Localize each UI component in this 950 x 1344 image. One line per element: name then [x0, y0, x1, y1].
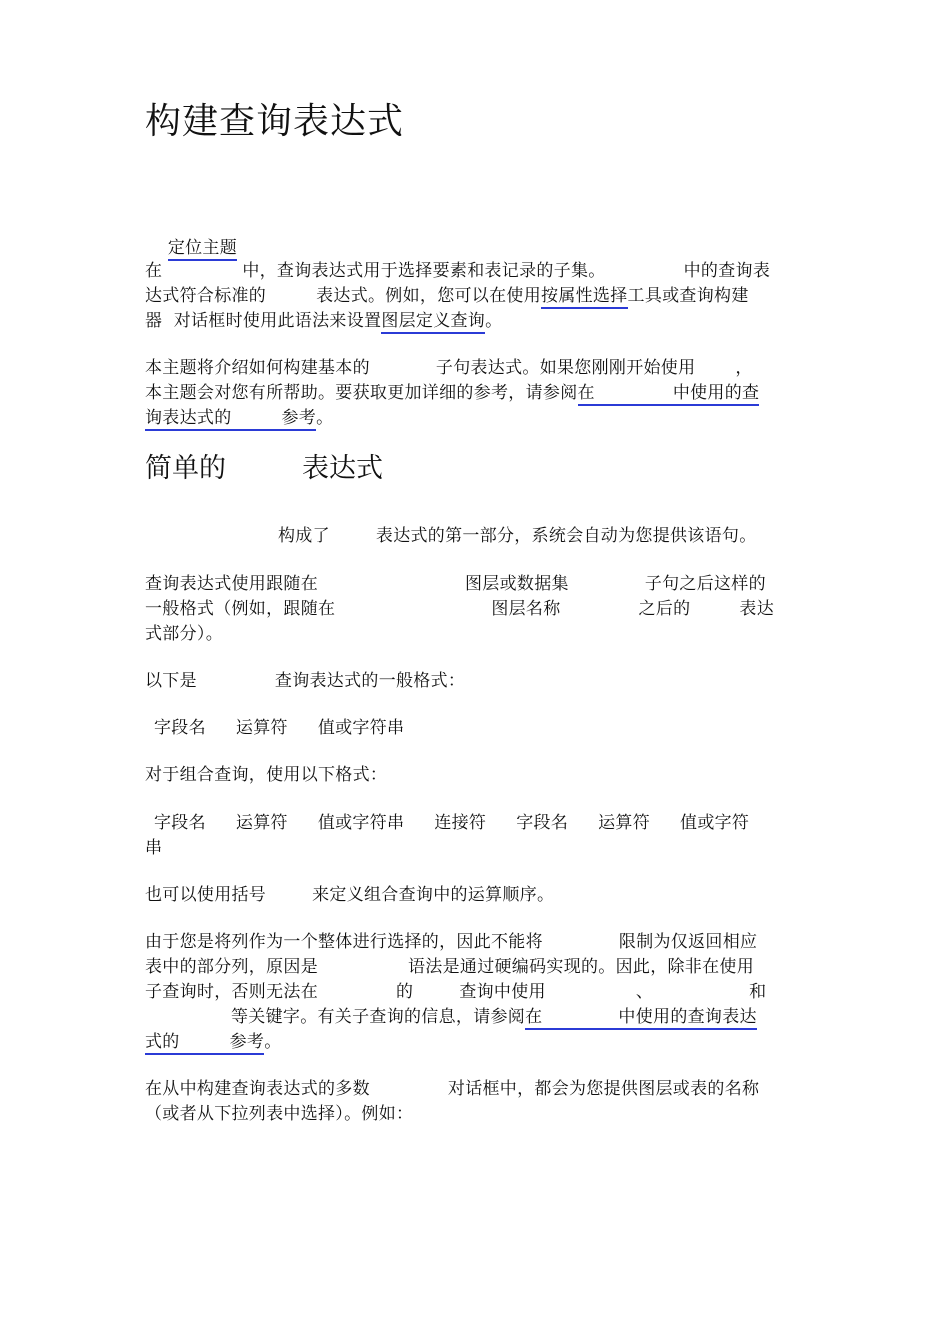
p7-line-1 [145, 883, 554, 907]
sql-reference-link-2-cont[interactable] [145, 1032, 264, 1055]
link-text: 询表达式的 [145, 408, 232, 428]
select-by-attribute-link[interactable]: 按属性选择 [541, 286, 628, 309]
p1-line-1 [145, 259, 770, 283]
p1-line-2 [145, 284, 749, 308]
p8-text: 和 [749, 982, 767, 1002]
p2-text: 。 [316, 408, 334, 428]
p8-line-2 [145, 955, 754, 979]
p1-text: 。 [485, 311, 503, 331]
link-text: 中使用的查询表达 [618, 1007, 757, 1027]
format-token: 运算符 [235, 813, 288, 833]
p4-text: 子句之后这样的 [644, 574, 766, 594]
link-text: 在 [525, 1007, 543, 1027]
sql-reference-link-2[interactable] [525, 1007, 757, 1030]
p8-text: 语法是通过硬编码实现的。因此，除非在使用 [408, 957, 754, 977]
p4-text: 查询表达式使用跟随在 [145, 574, 318, 594]
p3-text: 构成了 [278, 526, 330, 546]
p4-text: 一般格式（例如，跟随在 [145, 599, 336, 619]
p2-line-1 [145, 356, 753, 380]
p8-line-4 [145, 1005, 757, 1029]
p2-text: 本主题会对您有所帮助。要获取更加详细的参考，请参阅 [145, 383, 578, 403]
p8-text: 。 [264, 1032, 282, 1052]
p1-text: 达式符合标准的 [145, 286, 267, 306]
p4-line-2 [145, 597, 774, 621]
format-token: 值或字符串 [317, 813, 405, 833]
p8-line-5 [145, 1030, 282, 1054]
format-token: 运算符 [598, 813, 651, 833]
format-token: 运算符 [235, 718, 288, 738]
sql-reference-link[interactable] [578, 383, 760, 406]
p5-text: 查询表达式的一般格式： [274, 671, 466, 691]
format-combined [154, 811, 749, 835]
format-token: 字段名 [516, 813, 569, 833]
format-token: 值或字符串 [317, 718, 405, 738]
p4-text: 图层名称 [491, 599, 561, 619]
p1-line-3 [145, 309, 502, 333]
p3-line-1 [145, 524, 757, 548]
format-token: 值或字符 [680, 813, 750, 833]
link-text: 中使用的查 [672, 383, 760, 403]
p1-text: 工具或查询构建 [627, 286, 749, 306]
format-token: 连接符 [434, 813, 487, 833]
heading-text: 简单的 [145, 453, 226, 484]
layer-definition-query-link[interactable]: 图层定义查询 [381, 311, 485, 334]
section-heading [145, 452, 383, 486]
p5-text: 以下是 [145, 671, 197, 691]
p8-text: 限制为仅返回相应 [618, 932, 758, 952]
p9-text: 对话框中，都会为您提供图层或表的名称 [447, 1079, 760, 1099]
p1-text: 器 对话框时使用此语法来设置 [145, 311, 382, 331]
p1-text: 在 [145, 261, 163, 281]
p9-line-2: （或者从下拉列表中选择）。例如： [145, 1104, 414, 1124]
p4-line-3: 式部分）。 [145, 624, 223, 644]
link-text: 参考 [281, 408, 317, 428]
sql-reference-link-cont[interactable] [145, 408, 316, 431]
page-title: 构建查询表达式 [145, 101, 405, 142]
p8-text: 子查询时，否则无法在 [145, 982, 318, 1002]
p8-text: 查询中使用 [459, 982, 546, 1002]
p8-text: 等关键字。有关子查询的信息，请参阅 [231, 1007, 526, 1027]
p6-line-1: 对于组合查询，使用以下格式： [145, 765, 388, 785]
p9-text: 在从中构建查询表达式的多数 [145, 1079, 370, 1099]
p1-text: 表达式。例如，您可以在使用 [316, 286, 542, 306]
link-text: 在 [577, 383, 595, 403]
p8-text: 的 [396, 982, 414, 1002]
p2-text: 本主题将介绍如何构建基本的 [145, 358, 370, 378]
p8-text: 表中的部分列，原因是 [145, 957, 318, 977]
p3-text: 表达式的第一部分，系统会自动为您提供该语句。 [375, 526, 757, 546]
p2-text: 子句表达式。如果您刚刚开始使用 [435, 358, 696, 378]
p8-line-3 [145, 980, 766, 1004]
p9-line-1 [145, 1077, 759, 1101]
p4-text: 之后的 [638, 599, 691, 619]
p8-line-1 [145, 930, 757, 954]
p4-line-1 [145, 572, 766, 596]
p1-text: 中的查询表 [683, 261, 771, 281]
format-token: 字段名 [154, 718, 206, 738]
p2-line-2 [145, 381, 759, 405]
link-text: 参考 [229, 1032, 265, 1052]
p1-text: 中，查询表达式用于选择要素和表记录的子集。 [242, 261, 606, 281]
format-token: 字段名 [154, 813, 206, 833]
p7-text: 来定义组合查询中的运算顺序。 [312, 885, 555, 905]
p8-text: 、 [635, 982, 654, 1002]
locate-topic-link[interactable]: 定位主题 [168, 238, 237, 261]
heading-text: 表达式 [302, 453, 383, 484]
p5-line-1 [145, 669, 465, 693]
p2-line-3 [145, 406, 333, 430]
p7-text: 也可以使用括号 [145, 885, 267, 905]
p4-text: 图层或数据集 [465, 574, 569, 594]
link-text: 式的 [145, 1032, 180, 1052]
format-simple [154, 716, 404, 740]
p4-text: 表达 [739, 599, 775, 619]
p8-text: 由于您是将列作为一个整体进行选择的，因此不能将 [145, 932, 543, 952]
format-combined-wrap: 串 [145, 838, 163, 858]
p2-text: ， [735, 358, 753, 378]
